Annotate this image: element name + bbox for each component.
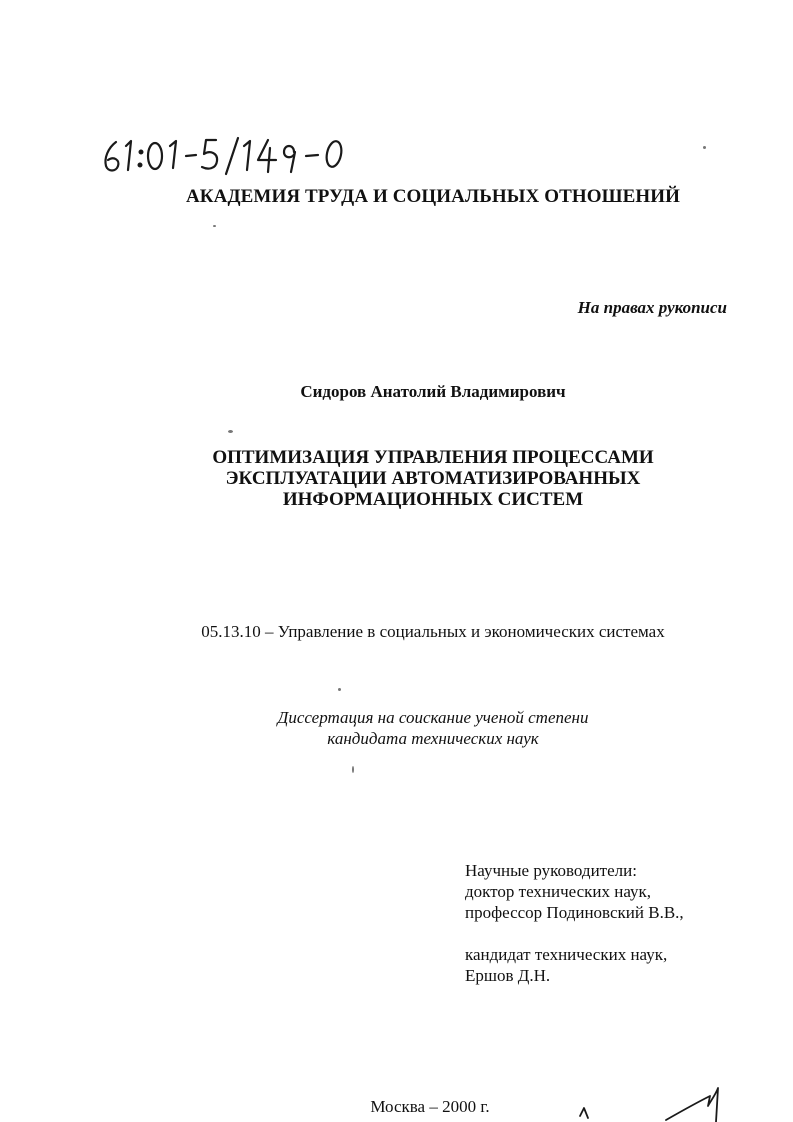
title-line: ИНФОРМАЦИОННЫХ СИСТЕМ xyxy=(282,489,584,510)
advisor-line: профессор Подиновский В.В., xyxy=(465,903,684,922)
signature-mark xyxy=(570,1082,730,1122)
city-year: Москва – 2000 г. xyxy=(370,1097,490,1116)
degree-line: Диссертация на соискание ученой степени xyxy=(277,708,589,727)
degree-line: кандидата технических наук xyxy=(327,729,539,748)
scan-speck xyxy=(338,688,341,691)
scan-speck xyxy=(213,225,216,227)
handwritten-archive-code xyxy=(98,132,398,180)
degree-statement xyxy=(0,707,793,749)
scientific-advisors xyxy=(465,860,684,986)
advisor-line: кандидат технических наук, xyxy=(465,945,668,964)
scan-speck xyxy=(352,766,354,773)
author-name: Сидоров Анатолий Владимирович xyxy=(300,382,566,401)
manuscript-note: На правах рукописи xyxy=(577,298,727,317)
title-line: ЭКСПЛУАТАЦИИ АВТОМАТИЗИРОВАННЫХ xyxy=(225,468,641,489)
specialty-code: 05.13.10 – Управление в социальных и экономических системах xyxy=(201,622,665,641)
advisor-line: Ершов Д.Н. xyxy=(465,966,551,985)
advisors-heading: Научные руководители: xyxy=(465,861,637,880)
institution-name: АКАДЕМИЯ ТРУДА И СОЦИАЛЬНЫХ ОТНОШЕНИЙ xyxy=(185,186,681,207)
title-line: ОПТИМИЗАЦИЯ УПРАВЛЕНИЯ ПРОЦЕССАМИ xyxy=(212,447,654,468)
scan-speck xyxy=(228,430,233,433)
scan-speck xyxy=(703,146,706,149)
spacer xyxy=(465,923,684,944)
advisor-line: доктор технических наук, xyxy=(465,882,652,901)
dissertation-title xyxy=(0,447,793,510)
